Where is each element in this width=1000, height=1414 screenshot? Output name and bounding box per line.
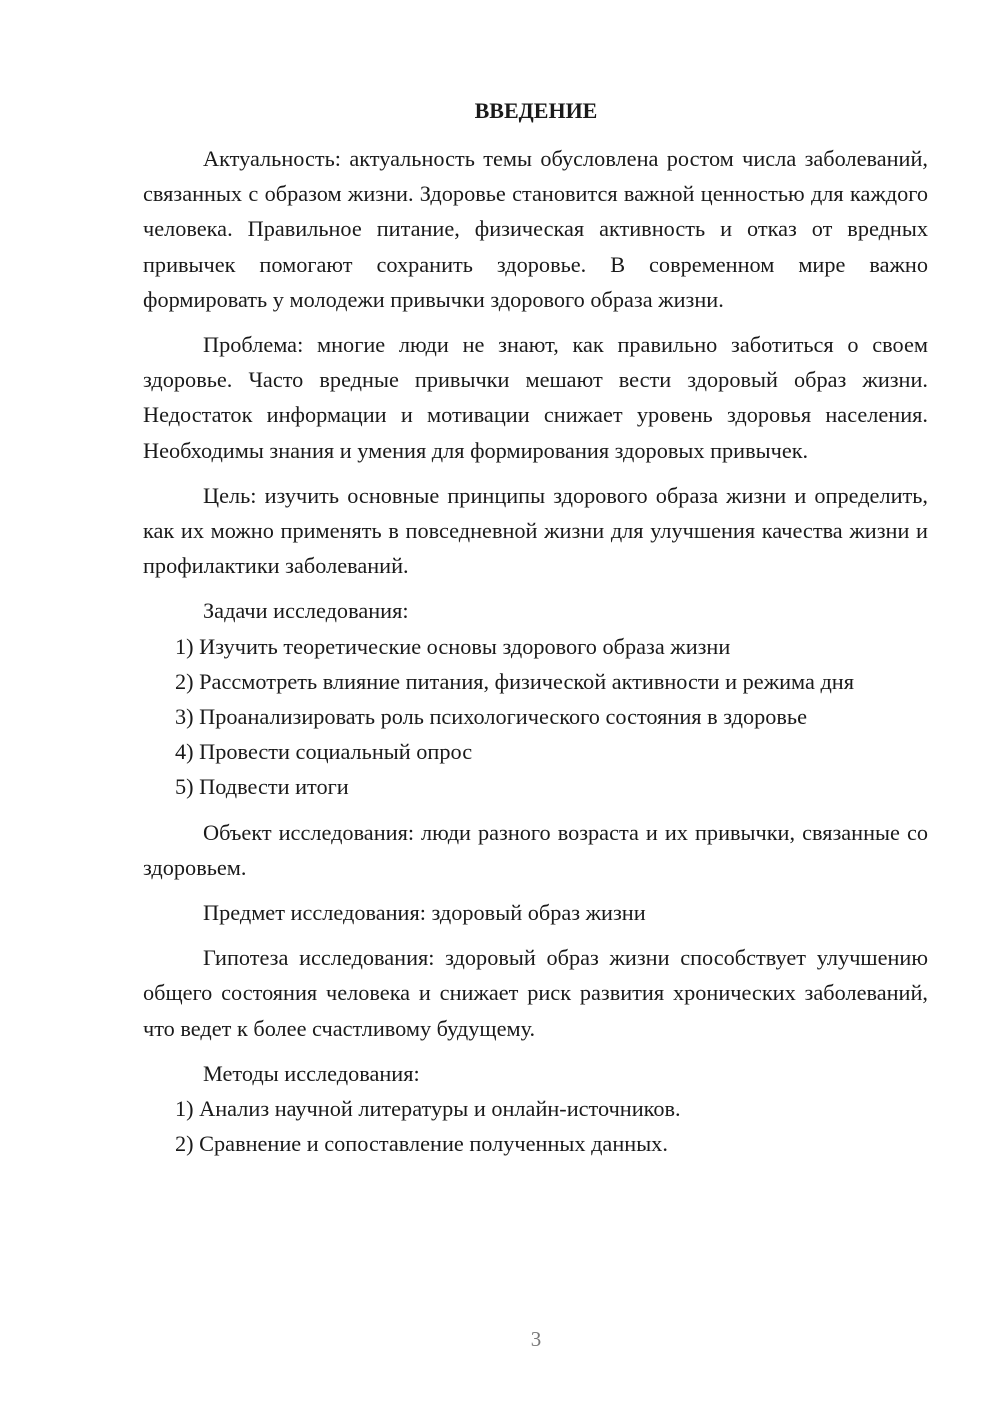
paragraph-relevance: Актуальность: актуальность темы обусловлена ростом числа заболеваний, связанных с образом жизни. Здоровье становится важной ценностью для каждого человека. Правильное питание, физическая активность и отказ от вредных привычек помогают сохранить здоровье. В современном мире важно формировать у молодежи привычки здорового образа жизни. (143, 146, 928, 312)
page-number: 3 (530, 1327, 542, 1351)
task-item-5: 5) Подвести итоги (175, 774, 349, 800)
methods-title: Методы исследования: (203, 1060, 420, 1086)
task-item-2: 2) Рассмотреть влияние питания, физической активности и режима дня (175, 668, 854, 694)
task-item-4: 4) Провести социальный опрос (175, 739, 473, 765)
paragraph-problem: Проблема: многие люди не знают, как правильно заботиться о своем здоровье. Часто вредные привычки мешают вести здоровый образ жизни. Недостаток информации и мотивации снижает уровень здоровья населения. Необходимы знания и умения для формирования здоровых привычек. (143, 332, 928, 463)
method-item-1: 1) Анализ научной литературы и онлайн-источников. (175, 1096, 681, 1122)
task-item-1: 1) Изучить теоретические основы здорового образа жизни (175, 633, 731, 659)
section-heading: ВВЕДЕНИЕ (474, 98, 598, 123)
task-item-3: 3) Проанализировать роль психологического состояния в здоровье (175, 704, 807, 730)
paragraph-goal: Цель: изучить основные принципы здорового образа жизни и определить, как их можно применять в повседневной жизни для улучшения качества жизни и профилактики заболеваний. (143, 482, 928, 579)
tasks-title: Задачи исследования: (203, 598, 409, 624)
paragraph-hypothesis: Гипотеза исследования: здоровый образ жизни способствует улучшению общего состояния человека и снижает риск развития хронических заболеваний, что ведет к более счастливому будущему. (143, 945, 928, 1041)
paragraph-object: Объект исследования: люди разного возраста и их привычки, связанные со здоровьем. (143, 819, 928, 880)
method-item-2: 2) Сравнение и сопоставление полученных данных. (175, 1131, 668, 1157)
paragraph-subject: Предмет исследования: здоровый образ жизни (203, 900, 646, 926)
body-text (143, 141, 928, 1161)
